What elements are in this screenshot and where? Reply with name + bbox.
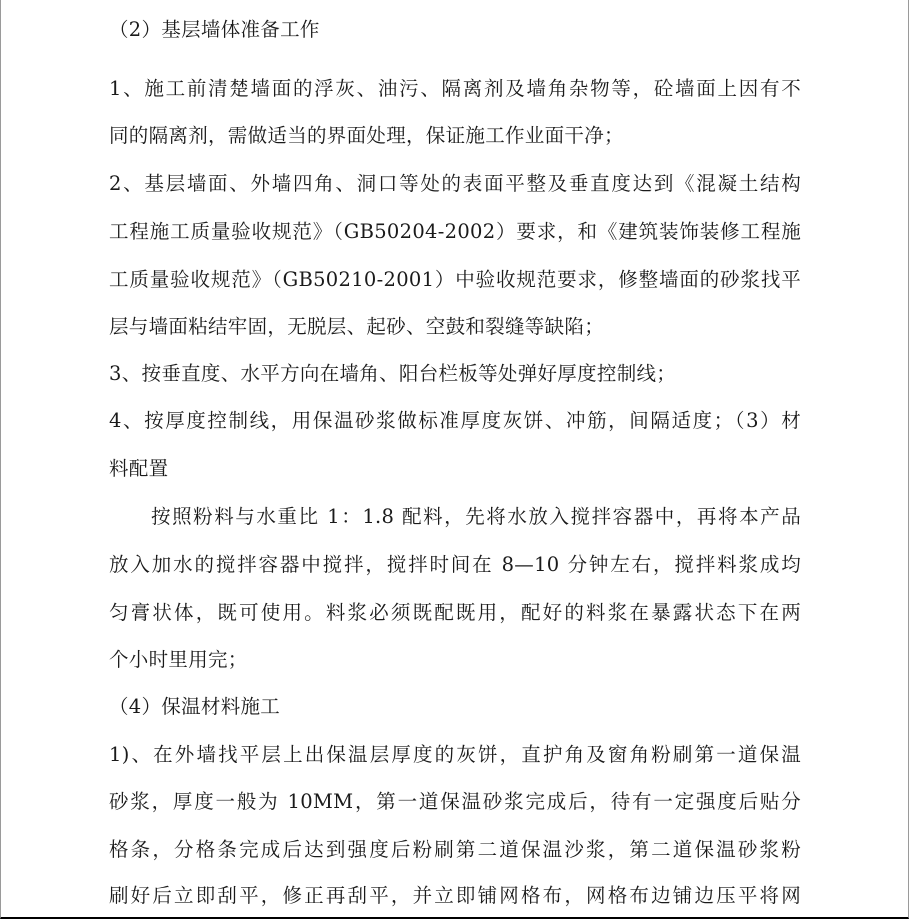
paragraph-line: 砂浆，厚度一般为 10MM，第一道保温砂浆完成后，待有一定强度后贴分 [109,790,801,813]
paragraph-line: 料配置 [109,457,169,480]
paragraph-line: 层与墙面粘结牢固，无脱层、起砂、空鼓和裂缝等缺陷； [109,315,605,338]
paragraph-line: 格条，分格条完成后达到强度后粉刷第二道保温沙浆，第二道保温砂浆粉 [109,838,801,861]
paragraph-line: 4、按厚度控制线，用保温砂浆做标准厚度灰饼、冲筋，间隔适度；（3）材 [109,409,801,432]
section-heading-2: （2）基层墙体准备工作 [109,18,320,41]
paragraph-line: 匀膏状体，既可使用。料浆必须既配既用，配好的料浆在暴露状态下在两 [109,601,801,624]
paragraph-line: 3、按垂直度、水平方向在墙角、阳台栏板等处弹好厚度控制线； [109,362,677,385]
paragraph-line: 1、施工前清楚墙面的浮灰、油污、隔离剂及墙角杂物等，砼墙面上因有不 [109,77,801,100]
paragraph-line: 刷好后立即刮平，修正再刮平，并立即铺网格布，网格布边铺边压平将网 [109,884,801,907]
section-heading-4: （4）保温材料施工 [109,695,281,718]
paragraph-line: 1)、在外墙找平层上出保温层厚度的灰饼，直护角及窗角粉刷第一道保温 [109,743,801,766]
paragraph-line: 工程施工质量验收规范》（GB50204-2002）要求，和《建筑装饰装修工程施 [109,220,801,243]
paragraph-line: 同的隔离剂，需做适当的界面处理，保证施工作业面干净； [109,124,624,147]
paragraph-line: 放入加水的搅拌容器中搅拌，搅拌时间在 8—10 分钟左右，搅拌料浆成均 [109,553,801,576]
paragraph-line: 个小时里用完； [109,648,248,671]
paragraph-line: 2、基层墙面、外墙四角、洞口等处的表面平整及垂直度达到《混凝土结构 [109,172,801,195]
paragraph-line: 工质量验收规范》（GB50210-2001）中验收规范要求，修整墙面的砂浆找平 [109,268,801,291]
paragraph-line-indented: 按照粉料与水重比 1：1.8 配料，先将水放入搅拌容器中，再将本产品 [151,505,801,528]
